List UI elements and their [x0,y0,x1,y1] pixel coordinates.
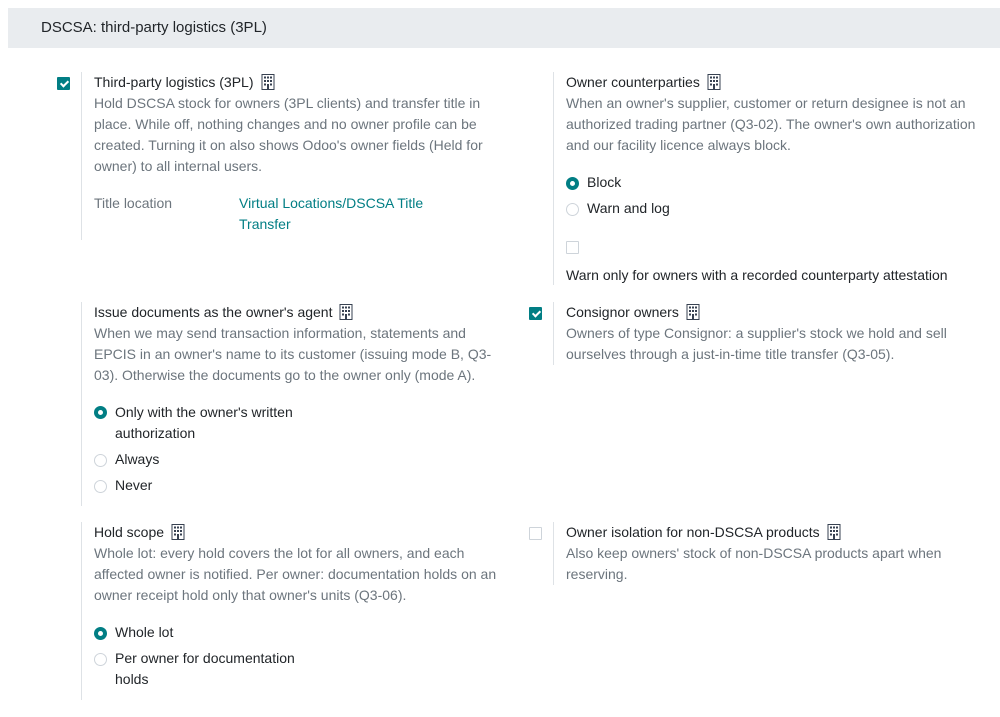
setting-title-text: Owner isolation for non-DSCSA products [566,524,820,540]
setting-divider [81,302,82,506]
radio-label: Only with the owner's written authorization [115,404,293,441]
radio-label: Always [115,451,160,467]
setting-title-text: Issue documents as the owner's agent [94,304,333,320]
setting-divider [553,522,554,585]
setting-divider [553,72,554,285]
setting-title-text: Owner counterparties [566,74,700,90]
radio-label: Warn and log [587,200,670,216]
radio-label: Per owner for documentation holds [115,650,295,687]
setting-title-text: Third-party logistics (3PL) [94,74,254,90]
title-location-link[interactable]: Virtual Locations/DSCSA Title Transfer [239,195,424,232]
owner-isolation-checkbox[interactable] [529,527,542,540]
radio-warn-and-log[interactable] [566,203,579,216]
section-header [8,8,1000,48]
radio-never[interactable] [94,480,107,493]
warn-attestation-label: Warn only for owners with a recorded counterparty attestation [566,267,948,283]
radio-label: Whole lot [115,624,174,640]
setting-description: Whole lot: every hold covers the lot for all owners, and each affected owner is notified. Per owner: documentation holds on an owner receipt hold only that owner's units (Q3-06). [94,545,497,603]
setting-divider [81,72,82,240]
radio-whole-lot[interactable] [94,627,107,640]
setting-description: When we may send transaction information, statements and EPCIS in an owner's name to its customer (issuing mode B, Q3-03). Otherwise the documents go to the owner only (mode A). [94,325,492,383]
setting-description: When an owner's supplier, customer or return designee is not an authorized trading partner (Q3-02). The owner's own authorization and our facility licence always block. [566,95,976,153]
consignor-owners-checkbox[interactable] [529,307,542,320]
setting-title-text: Hold scope [94,524,165,540]
radio-label: Block [587,174,622,190]
radio-label: Never [115,477,153,493]
radio-always[interactable] [94,454,107,467]
radio-block[interactable] [566,177,579,190]
setting-description: Hold DSCSA stock for owners (3PL clients) and transfer title in place. While off, nothing changes and no owner profile can be created. Turning it on also shows Odoo's owner fields (Held for owner) to all internal users. [94,95,483,174]
radio-owner-authorization[interactable] [94,406,107,419]
radio-per-owner[interactable] [94,653,107,666]
tpl-checkbox[interactable] [57,77,70,90]
title-location-label: Title location [94,195,173,211]
warn-attestation-checkbox[interactable] [566,241,579,254]
setting-description: Also keep owners' stock of non-DSCSA products apart when reserving. [566,545,942,582]
setting-description: Owners of type Consignor: a supplier's stock we hold and sell ourselves through a just-in-time title transfer (Q3-05). [566,325,947,362]
setting-title-text: Consignor owners [566,304,679,320]
section-title: DSCSA: third-party logistics (3PL) [41,19,267,36]
setting-divider [553,302,554,365]
setting-divider [81,522,82,700]
